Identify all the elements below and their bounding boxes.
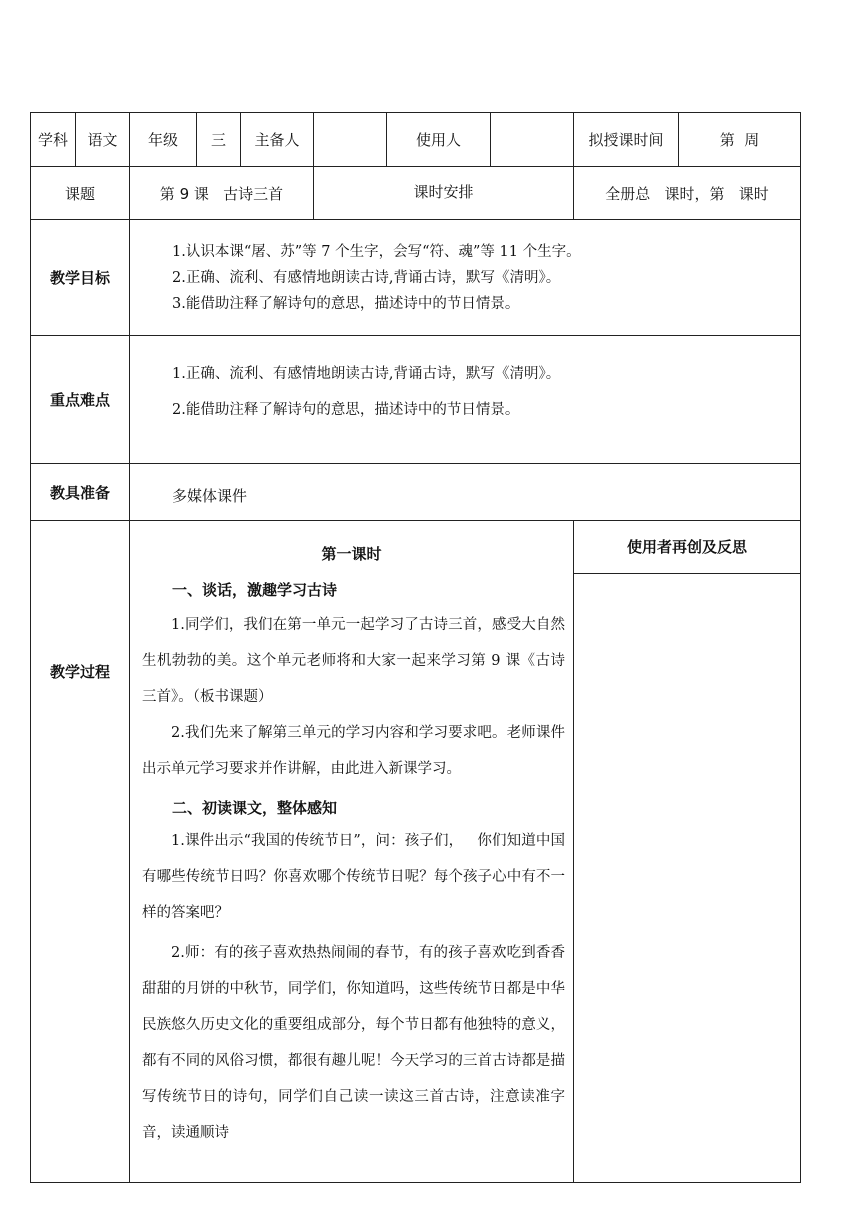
subject-label: 学科 (31, 113, 76, 167)
objectives-label: 教学目标 (31, 220, 130, 336)
key-point-item: 2.能借助注释了解诗句的意思，描述诗中的节日情景。 (172, 401, 520, 418)
key-points-label: 重点难点 (31, 336, 130, 464)
planned-time-label: 拟授课时间 (574, 113, 679, 167)
header-row (31, 113, 801, 167)
objective-item: 2.正确、流利、有感情地朗读古诗,背诵古诗，默写《清明》。 (172, 269, 561, 286)
key-point-item: 1.正确、流利、有感情地朗读古诗,背诵古诗，默写《清明》。 (172, 365, 561, 382)
lead-value (314, 113, 387, 167)
user-label: 使用人 (387, 113, 491, 167)
process-paragraph: 2.师：有的孩子喜欢热热闹闹的春节，有的孩子喜欢吃到香香甜甜的月饼的中秋节，同学们，你知道吗，这些传统节日都是中华民族悠久历史文化的重要组成部分，每个节日都有他独特的意义，都有不同的风俗习惯，都很有趣儿呢！今天学习的三首古诗都是描写传统节日的诗句，同学们自己读一读这三首古诗，注意读准字音，读通顺诗 (142, 945, 565, 1141)
week-value: 第 周 (679, 113, 801, 167)
process-content (130, 521, 574, 1183)
schedule-label: 课时安排 (314, 167, 574, 220)
key-points-list (130, 336, 801, 464)
objectives-row (31, 220, 801, 336)
section-title: 一、谈话，激趣学习古诗 (172, 581, 338, 599)
user-value (491, 113, 574, 167)
objective-item: 3.能借助注释了解诗句的意思，描述诗中的节日情景。 (172, 295, 520, 312)
subject-value: 语文 (76, 113, 130, 167)
objectives-list (130, 220, 801, 336)
process-paragraph: 2.我们先来了解第三单元的学习内容和学习要求吧。老师课件出示单元学习要求并作讲解，由此进入新课学习。 (142, 725, 565, 777)
lesson-plan-table (30, 112, 801, 1183)
objective-item: 1.认识本课“屠、苏”等 7 个生字，会写“符、魂”等 11 个生字。 (172, 243, 581, 260)
grade-value: 三 (197, 113, 241, 167)
topic-row (31, 167, 801, 220)
process-paragraph: 1.同学们，我们在第一单元一起学习了古诗三首，感受大自然生机勃勃的美。这个单元老师将和大家一起来学习第 9 课《古诗三首》。（板书课题） (142, 617, 565, 705)
process-row (31, 521, 801, 1183)
grade-label: 年级 (130, 113, 197, 167)
materials-value: 多媒体课件 (130, 464, 801, 521)
topic-label: 课题 (31, 167, 130, 220)
reflection-label: 使用者再创及反思 (574, 521, 800, 574)
reflection-column (574, 521, 801, 1183)
process-label: 教学过程 (31, 521, 130, 1183)
process-paragraph: 1.课件出示“我国的传统节日”，问：孩子们， 你们知道中国有哪些传统节日吗？你喜欢哪个传统节日呢？每个孩子心中有不一样的答案吧？ (142, 833, 565, 921)
schedule-value: 全册总 课时，第 课时 (574, 167, 801, 220)
section-title: 二、初读课文，整体感知 (172, 799, 338, 817)
materials-row (31, 464, 801, 521)
key-points-row (31, 336, 801, 464)
lead-label: 主备人 (241, 113, 314, 167)
lesson-title: 第一课时 (321, 545, 382, 563)
materials-label: 教具准备 (31, 464, 130, 521)
topic-value: 第 9 课 古诗三首 (130, 167, 314, 220)
